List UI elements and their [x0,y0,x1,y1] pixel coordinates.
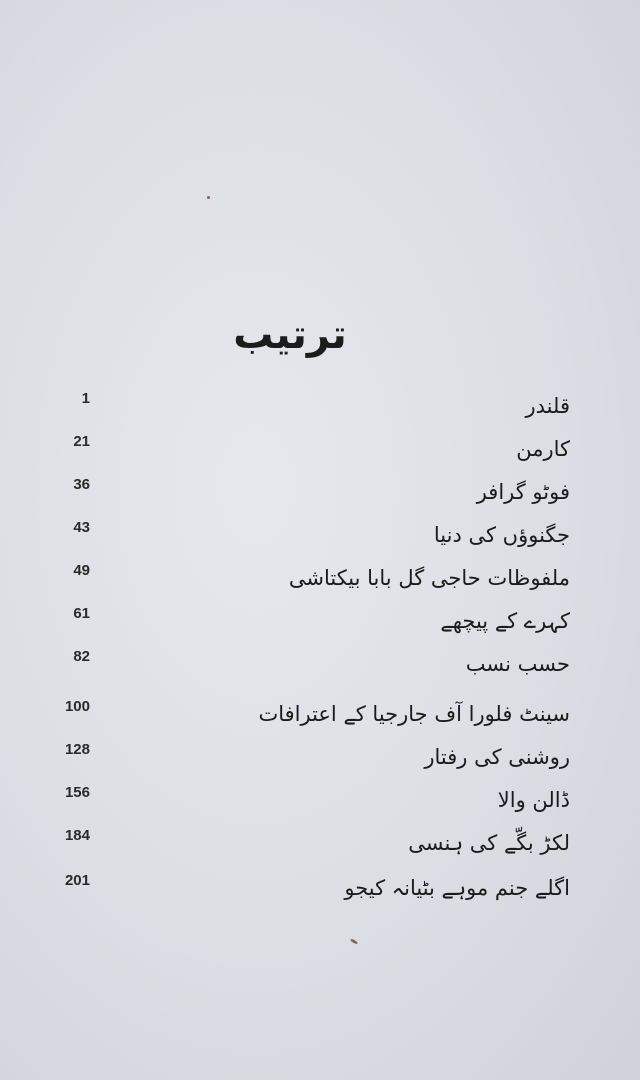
toc-entry-title: قلندر [525,394,570,418]
toc-page-number: 128 [64,741,90,758]
toc-row [40,698,570,742]
toc-entry-title: روشنی کی رفتار [424,745,570,769]
toc-entry-title: فوٹو گرافر [476,480,570,504]
toc-page-number: 156 [64,784,90,801]
toc-page-number: 1 [81,390,90,407]
toc-entry-title: کارمن [516,437,570,461]
toc-entry-title: سینٹ فلورا آف جارجیا کے اعترافات [258,702,570,726]
toc-entry-title: ملفوظات حاجی گل بابا بیکتاشی [288,566,570,590]
toc-row [40,872,570,916]
toc-heading: ترتیب [233,312,347,358]
toc-entry-title: ڈالن والا [497,788,570,812]
toc-row [40,390,570,434]
toc-page-number: 36 [73,476,90,493]
toc-page-number: 201 [64,872,90,889]
toc-entry-title: اگلے جنم موہے بٹیانہ کیجو [344,876,570,900]
toc-row [40,562,570,606]
toc-row [40,827,570,871]
toc-entry-title: جگنوؤں کی دنیا [433,523,570,547]
toc-row [40,648,570,692]
toc-row [40,605,570,649]
toc-entry-title: حسب نسب [465,652,570,676]
toc-entry-title: لکڑ بگّے کی ہنسی [408,831,570,855]
toc-row [40,476,570,520]
toc-page-number: 43 [73,519,90,536]
toc-page-number: 100 [64,698,90,715]
toc-row [40,519,570,563]
toc-row [40,433,570,477]
toc-page-number: 82 [73,648,90,665]
toc-page-number: 184 [64,827,90,844]
toc-page-number: 49 [73,562,90,579]
toc-page-number: 61 [73,605,90,622]
toc-row [40,784,570,828]
toc-row [40,741,570,785]
paper-speck [207,196,210,199]
toc-entry-title: کہرے کے پیچھے [440,609,570,633]
toc-page-number: 21 [73,433,90,450]
paper-speck [350,938,358,945]
